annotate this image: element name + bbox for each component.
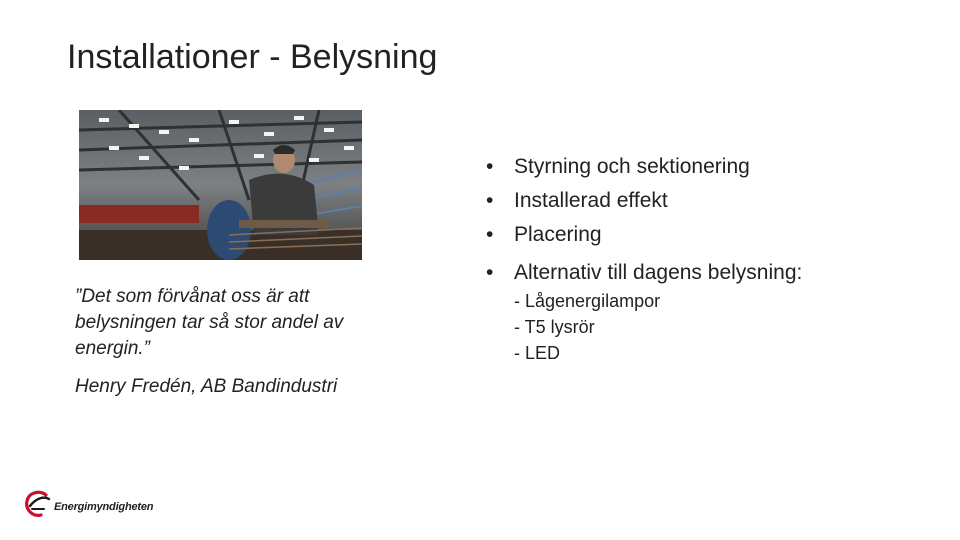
bullet-item xyxy=(486,256,926,290)
sub-item: - Lågenergilampor xyxy=(514,291,661,311)
sub-item: - LED xyxy=(514,343,561,363)
bullet-marker: • xyxy=(486,261,494,284)
bullet-text: Styrning och sektionering xyxy=(514,155,750,178)
sub-item: - T5 lysrör xyxy=(514,317,595,337)
bullet-item xyxy=(486,184,926,218)
energimyndigheten-logo-icon xyxy=(24,489,52,524)
bullet-text: Alternativ till dagens belysning: xyxy=(514,261,803,284)
bullet-text: Installerad effekt xyxy=(514,189,668,212)
slide-title: Installationer - Belysning xyxy=(67,38,438,76)
bullet-marker: • xyxy=(486,223,494,246)
sub-list xyxy=(514,288,926,366)
quote-attribution: Henry Fredén, AB Bandindustri xyxy=(75,376,338,397)
bullet-list xyxy=(486,150,926,366)
factory-photo xyxy=(79,110,362,260)
energimyndigheten-logo xyxy=(24,489,153,524)
logo-text: Energimyndigheten xyxy=(54,500,154,513)
bullet-marker: • xyxy=(486,155,494,178)
bullet-text: Placering xyxy=(514,223,602,246)
bullet-item xyxy=(486,218,926,252)
bullet-marker: • xyxy=(486,189,494,212)
quote-text: ”Det som förvånat oss är att belysningen tar så stor andel av energin.” xyxy=(75,286,344,359)
bullet-item xyxy=(486,150,926,184)
